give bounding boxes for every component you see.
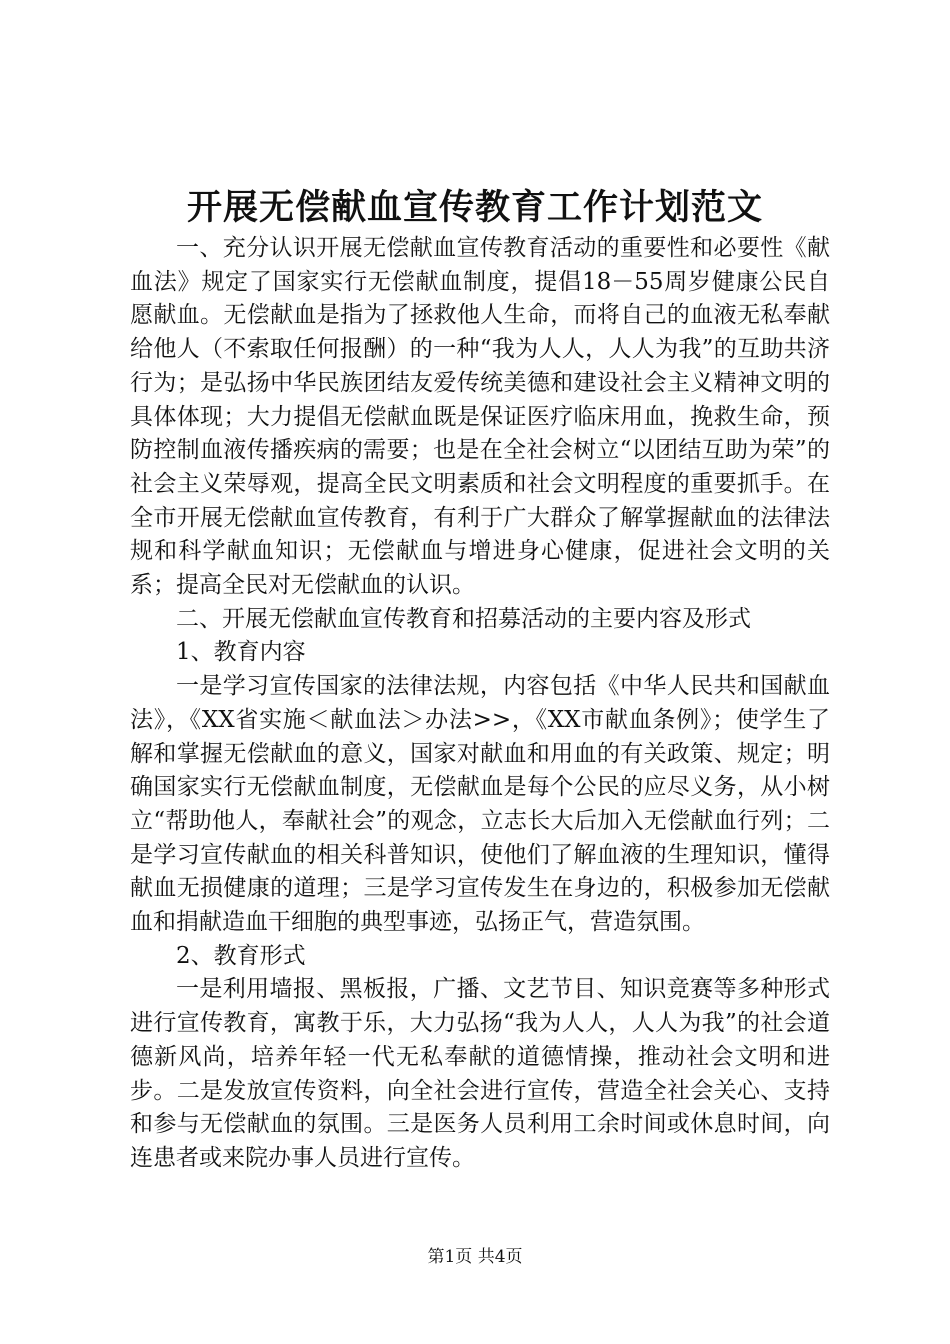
document-title: 开展无偿献血宣传教育工作计划范文	[186, 187, 763, 228]
page-number-footer: 第1页 共4页	[427, 1247, 523, 1267]
paragraph-education-content: 一是学习宣传国家的法律法规，内容包括《中华人民共和国献血法》，《XX省实施＜献血法＞办法>>，《XX市献血条例》；使学生了解和掌握无偿献血的意义，国家对献血和用血的有关政策、规定；明确国家实行无偿献血制度，无偿献血是每个公民的应尽义务，从小树立“帮助他人，奉献社会”的观念，立志长大后加入无偿献血行列；二是学习宣传献血的相关科普知识，使他们了解血液的生理知识，懂得献血无损健康的道理；三是学习宣传发生在身边的，积极参加无偿献血和捐献造血干细胞的典型事迹，弘扬正气，营造氛围。	[130, 673, 830, 936]
heading-education-form: 2、教育形式	[176, 942, 306, 969]
heading-section-2: 二、开展无偿献血宣传教育和招募活动的主要内容及形式	[176, 605, 751, 632]
document-body	[130, 232, 830, 1176]
heading-education-content: 1、教育内容	[176, 639, 306, 666]
paragraph-education-form: 一是利用墙报、黑板报，广播、文艺节目、知识竞赛等多种形式进行宣传教育，寓教于乐，大力弘扬“我为人人，人人为我”的社会道德新风尚，培养年轻一代无私奉献的道德情操，推动社会文明和进步。二是发放宣传资料，向全社会进行宣传，营造全社会关心、支持和参与无偿献血的氛围。三是医务人员利用工余时间或休息时间，向连患者或来院办事人员进行宣传。	[130, 976, 830, 1171]
paragraph-section-1: 一、充分认识开展无偿献血宣传教育活动的重要性和必要性《献血法》规定了国家实行无偿献血制度，提倡18－55周岁健康公民自愿献血。无偿献血是指为了拯救他人生命，而将自己的血液无私奉献给他人（不索取任何报酬）的一种“我为人人，人人为我”的互助共济行为；是弘扬中华民族团结友爱传统美德和建设社会主义精神文明的具体体现；大力提倡无偿献血既是保证医疗临床用血，挽救生命，预防控制血液传播疾病的需要；也是在全社会树立“以团结互助为荣”的社会主义荣辱观，提高全民文明素质和社会文明程度的重要抓手。在全市开展无偿献血宣传教育，有利于广大群众了解掌握献血的法律法规和科学献血知识；无偿献血与增进身心健康，促进社会文明的关系；提高全民对无偿献血的认识。	[130, 235, 830, 599]
